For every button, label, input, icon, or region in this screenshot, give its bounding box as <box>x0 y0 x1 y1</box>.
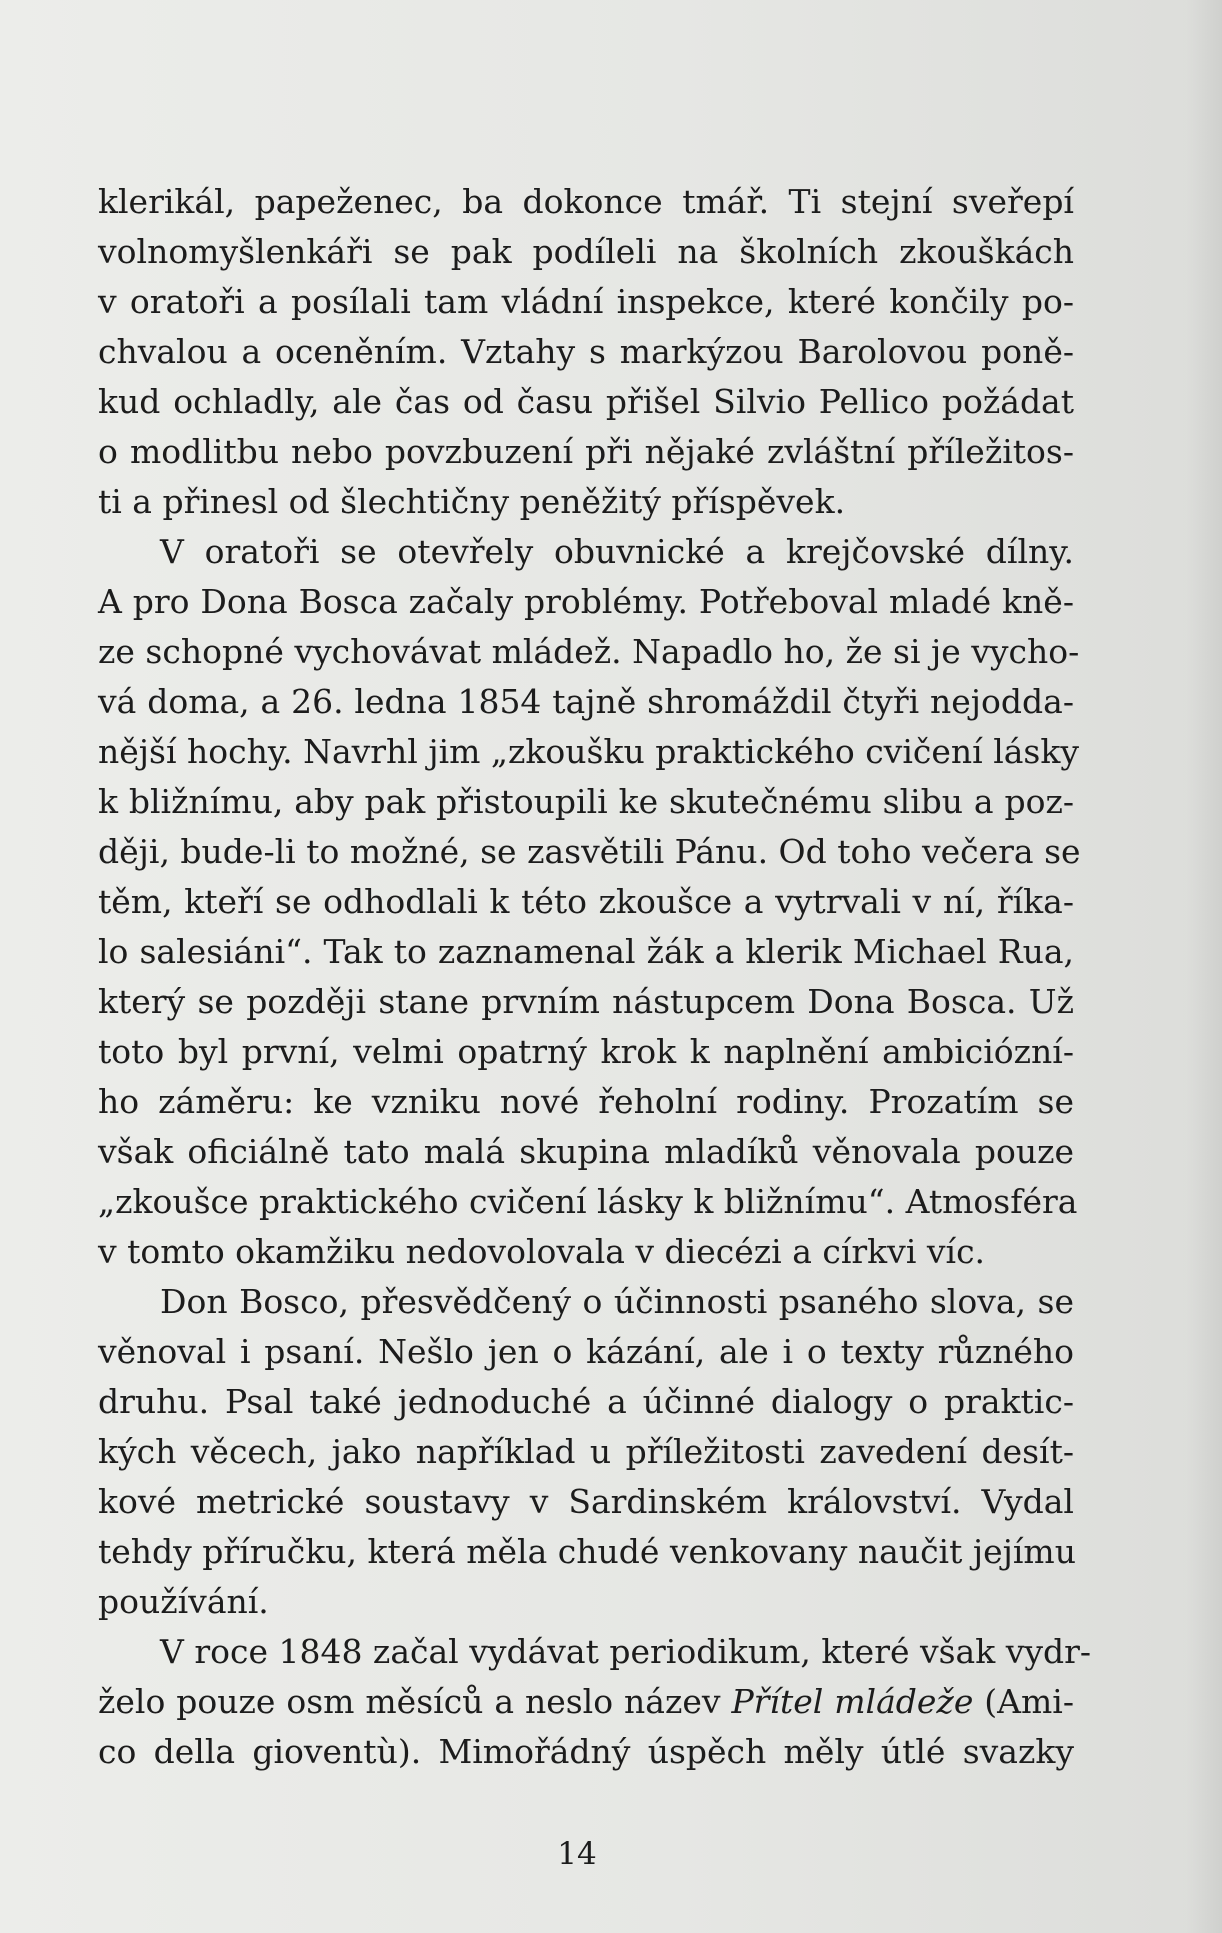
text-line: používání. <box>98 1582 269 1621</box>
text-line: tehdy příručku, která měla chudé venkovany naučit jejímu <box>98 1532 1076 1571</box>
text-line: V oratoři se otevřely obuvnické a krejčovské dílny. <box>160 532 1074 571</box>
text-line: A pro Dona Bosca začaly problémy. Potřeboval mladé kně- <box>98 582 1074 621</box>
text-line: druhu. Psal také jednoduché a účinné dialogy o praktic- <box>98 1382 1074 1421</box>
text-line: nější hochy. Navrhl jim „zkoušku praktického cvičení lásky <box>98 732 1079 771</box>
text-line: ho záměru: ke vzniku nové řeholní rodiny. Prozatím se <box>98 1082 1074 1121</box>
text-line: toto byl první, velmi opatrný krok k naplnění ambiciózní- <box>98 1032 1074 1071</box>
text-line: Don Bosco, přesvědčený o účinnosti psaného slova, se <box>160 1282 1074 1321</box>
text-line: klerikál, papeženec, ba dokonce tmář. Ti stejní sveřepí <box>98 182 1074 221</box>
text-line: k bližnímu, aby pak přistoupili ke skutečnému slibu a poz- <box>98 782 1074 821</box>
text-line: co della gioventù). Mimořádný úspěch měly útlé svazky <box>98 1732 1074 1771</box>
body-text <box>98 177 1092 1777</box>
text-line: „zkoušce praktického cvičení lásky k bližnímu“. Atmosféra <box>98 1182 1078 1221</box>
text-line: v tomto okamžiku nedovolovala v diecézi a církvi víc. <box>98 1232 986 1271</box>
text-line: ději, bude-li to možné, se zasvětili Pánu. Od toho večera se <box>98 832 1081 871</box>
text-line: vá doma, a 26. ledna 1854 tajně shromáždil čtyři nejodda- <box>98 682 1074 721</box>
text-line: chvalou a oceněním. Vztahy s markýzou Barolovou poně- <box>98 332 1074 371</box>
text-line: kých věcech, jako například u příležitosti zavedení desít- <box>98 1432 1074 1471</box>
text-line: o modlitbu nebo povzbuzení při nějaké zvláštní příležitos- <box>98 432 1074 471</box>
text-line: volnomyšlenkáři se pak podíleli na školních zkouškách <box>98 232 1074 271</box>
page-number: 14 <box>557 1836 597 1872</box>
periodical-title: Přítel mládeže <box>731 1682 974 1721</box>
text-line-with-title <box>98 1677 1074 1727</box>
text-line: který se později stane prvním nástupcem Dona Bosca. Už <box>98 982 1074 1021</box>
text-line: V roce 1848 začal vydávat periodikum, které však vydr- <box>160 1632 1092 1671</box>
page-edge-shadow <box>1186 0 1222 1933</box>
text-line: ti a přinesl od šlechtičny peněžitý příspěvek. <box>98 482 846 521</box>
text-line: ze schopné vychovávat mládež. Napadlo ho, že si je vycho- <box>98 632 1080 671</box>
text-line: kové metrické soustavy v Sardinském království. Vydal <box>98 1482 1074 1521</box>
text-line: věnoval i psaní. Nešlo jen o kázání, ale i o texty různého <box>98 1332 1074 1371</box>
text-line: těm, kteří se odhodlali k této zkoušce a vytrvali v ní, říka- <box>98 882 1074 921</box>
text-line: kud ochladly, ale čas od času přišel Silvio Pellico požádat <box>98 382 1074 421</box>
text-fragment: (Ami- <box>973 1682 1074 1721</box>
text-line: však oficiálně tato malá skupina mladíků věnovala pouze <box>98 1132 1074 1171</box>
text-line: v oratoři a posílali tam vládní inspekce, které končily po- <box>98 282 1074 321</box>
text-line: lo salesiáni“. Tak to zaznamenal žák a klerik Michael Rua, <box>98 932 1074 971</box>
text-fragment: želo pouze osm měsíců a neslo název <box>98 1682 732 1721</box>
